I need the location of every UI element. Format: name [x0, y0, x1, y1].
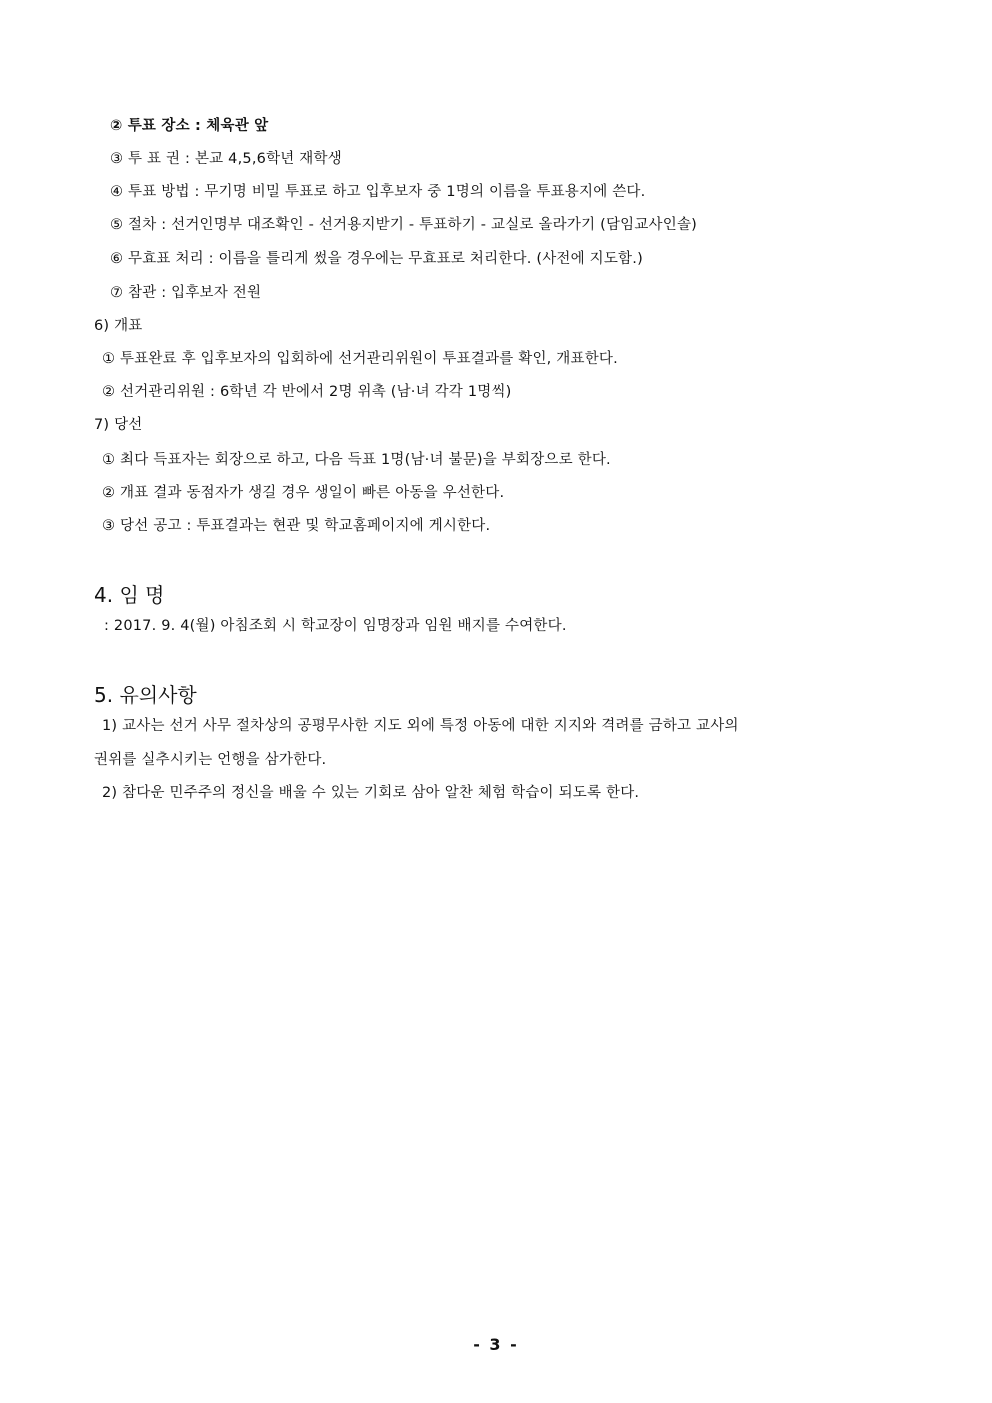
voting-place-item: ② 투표 장소 : 체육관 앞: [110, 118, 269, 134]
page-number: - 3 -: [473, 1335, 519, 1354]
election-item-1: ① 최다 득표자는 회장으로 하고, 다음 득표 1명(남·녀 불문)을 부회장으로 한다.: [102, 452, 611, 468]
counting-item-2: ② 선거관리위원 : 6학년 각 반에서 2명 위촉 (남·녀 각각 1명씩): [102, 384, 512, 400]
election-item-2: ② 개표 결과 동점자가 생길 경우 생일이 빠른 아동을 우선한다.: [102, 485, 505, 501]
election-heading: 7) 당선: [94, 417, 143, 433]
voting-procedure-item: ⑤ 절차 : 선거인명부 대조확인 - 선거용지받기 - 투표하기 - 교실로 올라가기 (담임교사인솔): [110, 217, 698, 233]
notes-item-2: 2) 참다운 민주주의 정신을 배울 수 있는 기회로 삼아 알찬 체험 학습이 되도록 한다.: [102, 785, 640, 801]
notes-heading: 5. 유의사항: [94, 683, 197, 707]
notes-item-1-line-2: 권위를 실추시키는 언행을 삼가한다.: [94, 752, 327, 768]
appointment-text: : 2017. 9. 4(월) 아침조회 시 학교장이 임명장과 임원 배지를 수여한다.: [104, 618, 567, 634]
invalid-vote-item: ⑥ 무효표 처리 : 이름을 틀리게 썼을 경우에는 무효표로 처리한다. (사전에 지도함.): [110, 251, 643, 267]
voting-method-item: ④ 투표 방법 : 무기명 비밀 투표로 하고 입후보자 중 1명의 이름을 투표용지에 쓴다.: [110, 184, 646, 200]
counting-heading: 6) 개표: [94, 318, 143, 334]
notes-item-1-line-1: 1) 교사는 선거 사무 절차상의 공평무사한 지도 외에 특정 아동에 대한 지지와 격려를 금하고 교사의: [102, 718, 739, 734]
counting-item-1: ① 투표완료 후 입후보자의 입회하에 선거관리위원이 투표결과를 확인, 개표한다.: [102, 351, 618, 367]
appointment-heading: 4. 임 명: [94, 583, 165, 607]
election-item-3: ③ 당선 공고 : 투표결과는 현관 및 학교홈페이지에 게시한다.: [102, 518, 491, 534]
voting-rights-item: ③ 투 표 권 : 본교 4,5,6학년 재학생: [110, 151, 342, 167]
observation-item: ⑦ 참관 : 입후보자 전원: [110, 285, 262, 301]
